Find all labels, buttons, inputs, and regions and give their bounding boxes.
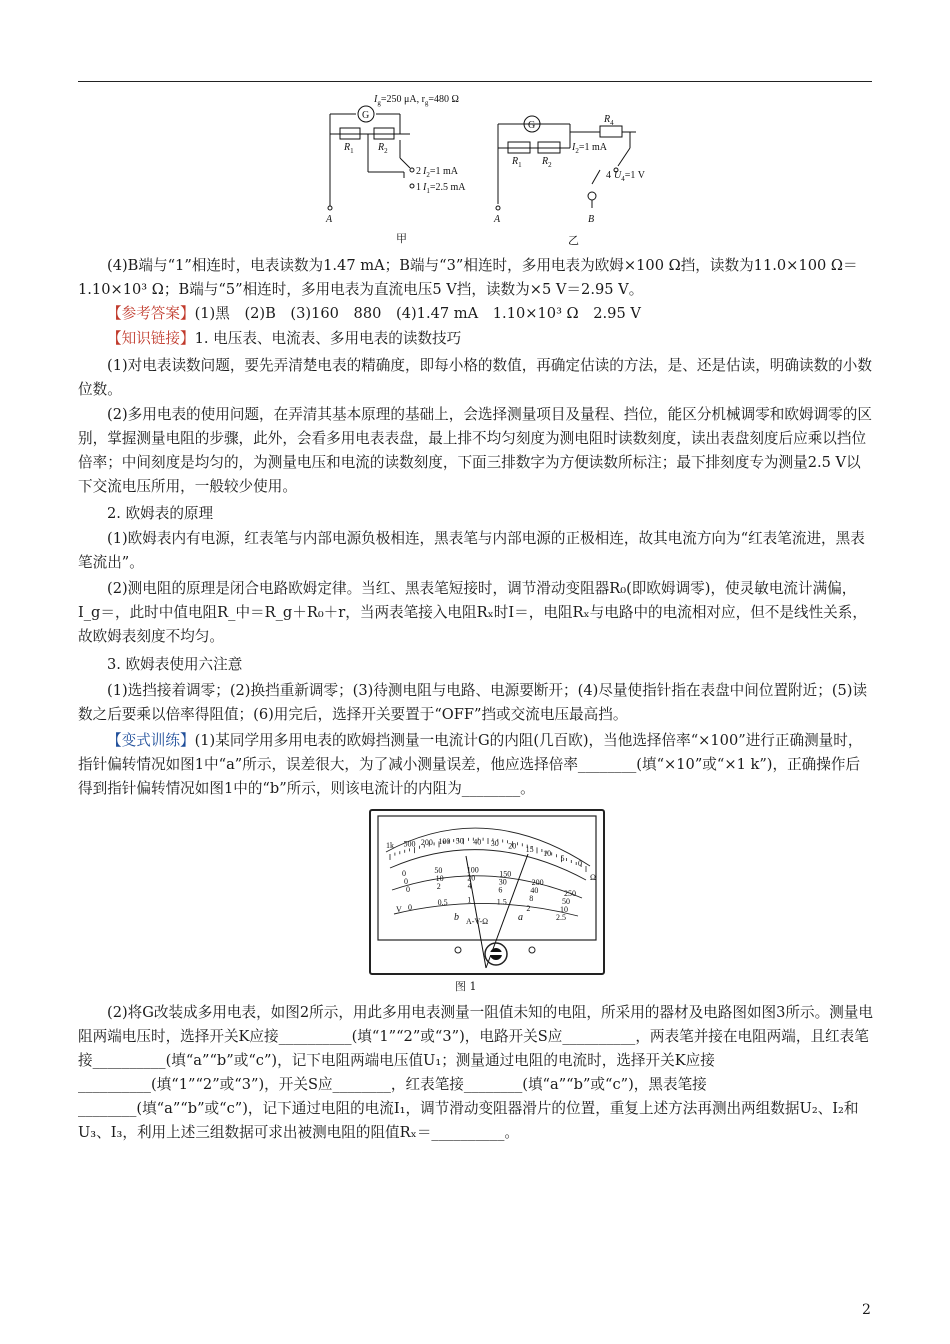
- svg-text:4U4=1 V: [606, 170, 646, 183]
- variant-tag: 【变式训练】: [107, 732, 195, 749]
- sw1-num: 1: [416, 182, 421, 193]
- r4-sub-yi: 4: [610, 119, 614, 127]
- avo-label: A-V-Ω: [466, 917, 489, 926]
- ac-label-4: 2: [526, 903, 531, 913]
- dc-b-label-2: 20: [467, 873, 476, 883]
- knowledge-2: (2)多用电表的使用问题，在弄清其基本原理的基础上，会选择测量项目及量程、挡位，能区分机械调零和欧姆调零的区别，掌握测量电阻的步骤，此外，会看多用电表表盘，最上排不均匀刻度为测电阻时读数刻度，读出表盘刻度后应乘以挡位倍率；中间刻度是均匀的，为测量电压和电流的读数刻度，下面三排数字为方便读数所标注；最下排刻度专为测量2.5 V以下交流电压所用，一般较少使用。: [78, 406, 872, 495]
- i2-label-yi: I: [572, 142, 576, 153]
- dc-a-label-1: 50: [434, 865, 443, 875]
- ac-label-5: 2.5: [556, 913, 566, 922]
- rg-rest: =480 Ω: [428, 94, 459, 105]
- variant-line: [78, 729, 873, 801]
- dc-b-label-1: 10: [435, 873, 444, 883]
- ig-rest: =250 μA, r: [380, 94, 425, 105]
- ohm-tick-label-1: 500: [403, 839, 416, 849]
- ohm-tick-label-10: 5: [560, 854, 565, 863]
- knowledge-title: 1. 电压表、电流表、多用电表的读数技巧: [194, 330, 462, 347]
- ohm-tick-label-6: 30: [490, 838, 499, 848]
- pointer-a-label: a: [518, 912, 523, 923]
- ig-label: I: [374, 94, 378, 105]
- ohm-tick-label-8: 15: [525, 845, 534, 854]
- variant-text: (1)某同学用多用电表的欧姆挡测量一电流计G的内阻(几百欧)，当他选择倍率“×100”进行正确测量时，指针偏转情况如图1中“a”所示，误差很大，为了减小测量误差，他应选择倍率________(填“×10”或“×1 k”)，正确操作后得到指针偏转情况如图1中的“b”所示，则该电流计的内阻为________。: [78, 732, 863, 797]
- switch-contact-1-jia: [410, 184, 414, 188]
- ohm-scale: [386, 837, 582, 868]
- page-number: 2: [862, 1302, 871, 1318]
- svg-text:R1: [511, 156, 522, 169]
- ac-label-1: 0.5: [437, 897, 448, 907]
- answer-line: [78, 302, 873, 326]
- knowledge-1: (1)对电表读数问题，要先弄清楚电表的精确度，即每小格的数值，再确定估读的方法，是、还是估读，明确读数的小数位数。: [78, 357, 872, 398]
- v-label: V: [396, 905, 402, 914]
- r2-label-yi: R: [542, 156, 549, 167]
- svg-text:Ig=250 μA, rg=480 Ω: [373, 94, 459, 107]
- caption-yi: 乙: [568, 235, 579, 247]
- sw2-label: I: [423, 166, 427, 177]
- ac-label-2: 1: [467, 895, 472, 905]
- g-label-yi: G: [528, 120, 536, 131]
- section-2-para-2: (2)测电阻的原理是闭合电路欧姆定律。当红、黑表笔短接时，调节滑动变阻器R₀(即欧姆调零)，使灵敏电流计满偏，I_g＝，此时中值电阻R_中＝R_g＋R₀＋r，当两表笔接入电阻Rₓ时I＝，电阻Rₓ与电路中的电流相对应，但不是线性关系，故欧姆表刻度不均匀。: [78, 580, 867, 645]
- ohm-unit: Ω: [590, 873, 596, 882]
- dc-c-label-0: 0: [406, 885, 410, 894]
- caption-jia: 甲: [396, 233, 407, 245]
- ac-label-3: 1.5: [496, 897, 507, 907]
- u4-rest: =1 V: [624, 170, 645, 181]
- answer-tag: 【参考答案】: [107, 305, 195, 322]
- r1-sub-jia: 1: [350, 147, 354, 155]
- ig-sub: g: [377, 99, 381, 107]
- sw1-sub: 1: [426, 187, 430, 195]
- switch-contact-2-jia: [410, 168, 414, 172]
- r1-sub-yi: 1: [518, 161, 522, 169]
- svg-text:1I1=2.5 mA: [416, 182, 466, 195]
- dc-a-label-2: 100: [466, 865, 479, 875]
- answer-text: (1)黑 (2)B (3)160 880 (4)1.47 mA 1.10×10³ Ω 2.95 V: [194, 305, 641, 322]
- terminal-b-yi: [588, 192, 596, 200]
- rg-sub: g: [424, 99, 429, 107]
- terminal-a-yi: A: [494, 214, 501, 225]
- dc-a-label-4: 200: [531, 877, 544, 887]
- dc-c-label-2: 4: [467, 881, 472, 891]
- g-label-jia: G: [362, 110, 370, 121]
- ohm-tick-label-5: 40: [473, 837, 482, 847]
- dc-b-label-3: 30: [498, 877, 507, 887]
- ohm-tick-label-4: 50: [455, 836, 464, 846]
- multimeter-dial: [368, 808, 606, 976]
- dc-c-label-1: 2: [436, 881, 441, 891]
- dc-a-label-3: 150: [499, 869, 512, 879]
- i2-sub-yi: 2: [575, 147, 579, 155]
- r4-label-yi: R: [604, 114, 611, 125]
- ohm-tick-label-3: 100: [438, 836, 451, 846]
- resistor-r4-yi: [600, 126, 622, 137]
- dc-b-label-5: 50: [562, 897, 570, 906]
- ohm-tick-label-9: 10: [543, 849, 552, 859]
- ohm-tick-label-7: 20: [508, 841, 517, 851]
- dc-c-label-4: 8: [529, 893, 534, 903]
- pointer-b-label: b: [454, 912, 459, 923]
- ac-label-0: 0: [408, 903, 412, 912]
- i2-rest-yi: =1 mA: [578, 142, 607, 153]
- r1-label-jia: R: [344, 142, 351, 153]
- svg-text:R2: [541, 156, 552, 169]
- svg-text:R1: [343, 142, 354, 155]
- dc-c-label-5: 10: [560, 905, 568, 914]
- section-2-para-1: (1)欧姆表内有电源，红表笔与内部电源负极相连，黑表笔与内部电源的正极相连，故其电流方向为“红表笔流进，黑表笔流出”。: [78, 530, 865, 571]
- ohm-tick-label-2: 200: [420, 837, 433, 847]
- circuit-figure: [300, 88, 680, 250]
- header-rule: [78, 81, 872, 82]
- section-3-para-1: (1)选挡接着调零；(2)换挡重新调零；(3)待测电阻与电路、电源要断开；(4)尽量使指针指在表盘中间位置附近；(5)读数之后要乘以倍率得阻值；(6)用完后，选择开关要置于“OFF”挡或交流电压最高挡。: [78, 682, 868, 723]
- svg-text:R2: [377, 142, 388, 155]
- dc-a-label-0: 0: [402, 869, 406, 878]
- r1-label-yi: R: [512, 156, 519, 167]
- sw2-num: 2: [416, 166, 421, 177]
- fig1-caption: 图 1: [455, 980, 477, 993]
- terminal-b-label-yi: B: [588, 214, 595, 225]
- svg-text:R4: [603, 114, 614, 127]
- section-3-title: 3. 欧姆表使用六注意: [107, 656, 243, 673]
- terminal-a-jia: A: [326, 214, 333, 225]
- dc-b-label-4: 40: [530, 885, 539, 895]
- ohm-tick-label-11: 0: [578, 859, 582, 868]
- para-4: (4)B端与“1”相连时，电表读数为1.47 mA；B端与“3”相连时，多用电表为欧姆×100 Ω挡，读数为11.0×100 Ω＝1.10×10³ Ω；B端与“5”相连时，多用电表为直流电压5 V挡，读数为×5 V＝2.95 V。: [78, 257, 858, 298]
- sw4-num: 4: [606, 170, 611, 181]
- dc-b-label-0: 0: [404, 877, 408, 886]
- svg-text:2I2=1 mA: [416, 166, 459, 179]
- sw1-label: I: [423, 182, 427, 193]
- r2-sub-jia: 2: [384, 147, 388, 155]
- r2-sub-yi: 2: [548, 161, 552, 169]
- knowledge-tag: 【知识链接】: [107, 330, 195, 347]
- ohm-tick-label-0: 1k: [386, 841, 394, 850]
- sw2-rest: =1 mA: [429, 166, 458, 177]
- u4-sub: 4: [621, 175, 625, 183]
- section-2-title: 2. 欧姆表的原理: [107, 505, 214, 522]
- sw1-rest: =2.5 mA: [429, 182, 466, 193]
- svg-text:I2=1 mA: [571, 142, 608, 155]
- r2-label-jia: R: [378, 142, 385, 153]
- knowledge-line: [78, 327, 873, 351]
- sw2-sub: 2: [426, 171, 430, 179]
- u4-label: U: [614, 170, 622, 181]
- dc-c-label-3: 6: [498, 885, 503, 895]
- dc-a-label-5: 250: [564, 889, 576, 898]
- part-2-para: (2)将G改装成多用电表，如图2所示，用此多用电表测量一阻值未知的电阻，所采用的器材及电路图如图3所示。测量电阻两端电压时，选择开关K应接__________(填“1”“2”或“3”)，电路开关S应__________，两表笔并接在电阻两端，且红表笔接__________(填“a”“b”或“c”)，记下电阻两端电压值U₁；测量通过电阻的电流时，选择开关K应接__________(填“1”“2”或“3”)，开关S应________，红表笔接________(填“a”“b”或“c”)，黑表笔接________(填“a”“b”或“c”)，记下通过电阻的电流I₁，调节滑动变阻器滑片的位置，重复上述方法再测出两组数据U₂、I₂和U₃、I₃，利用上述三组数据可求出被测电阻的阻值Rₓ＝__________。: [78, 1004, 873, 1141]
